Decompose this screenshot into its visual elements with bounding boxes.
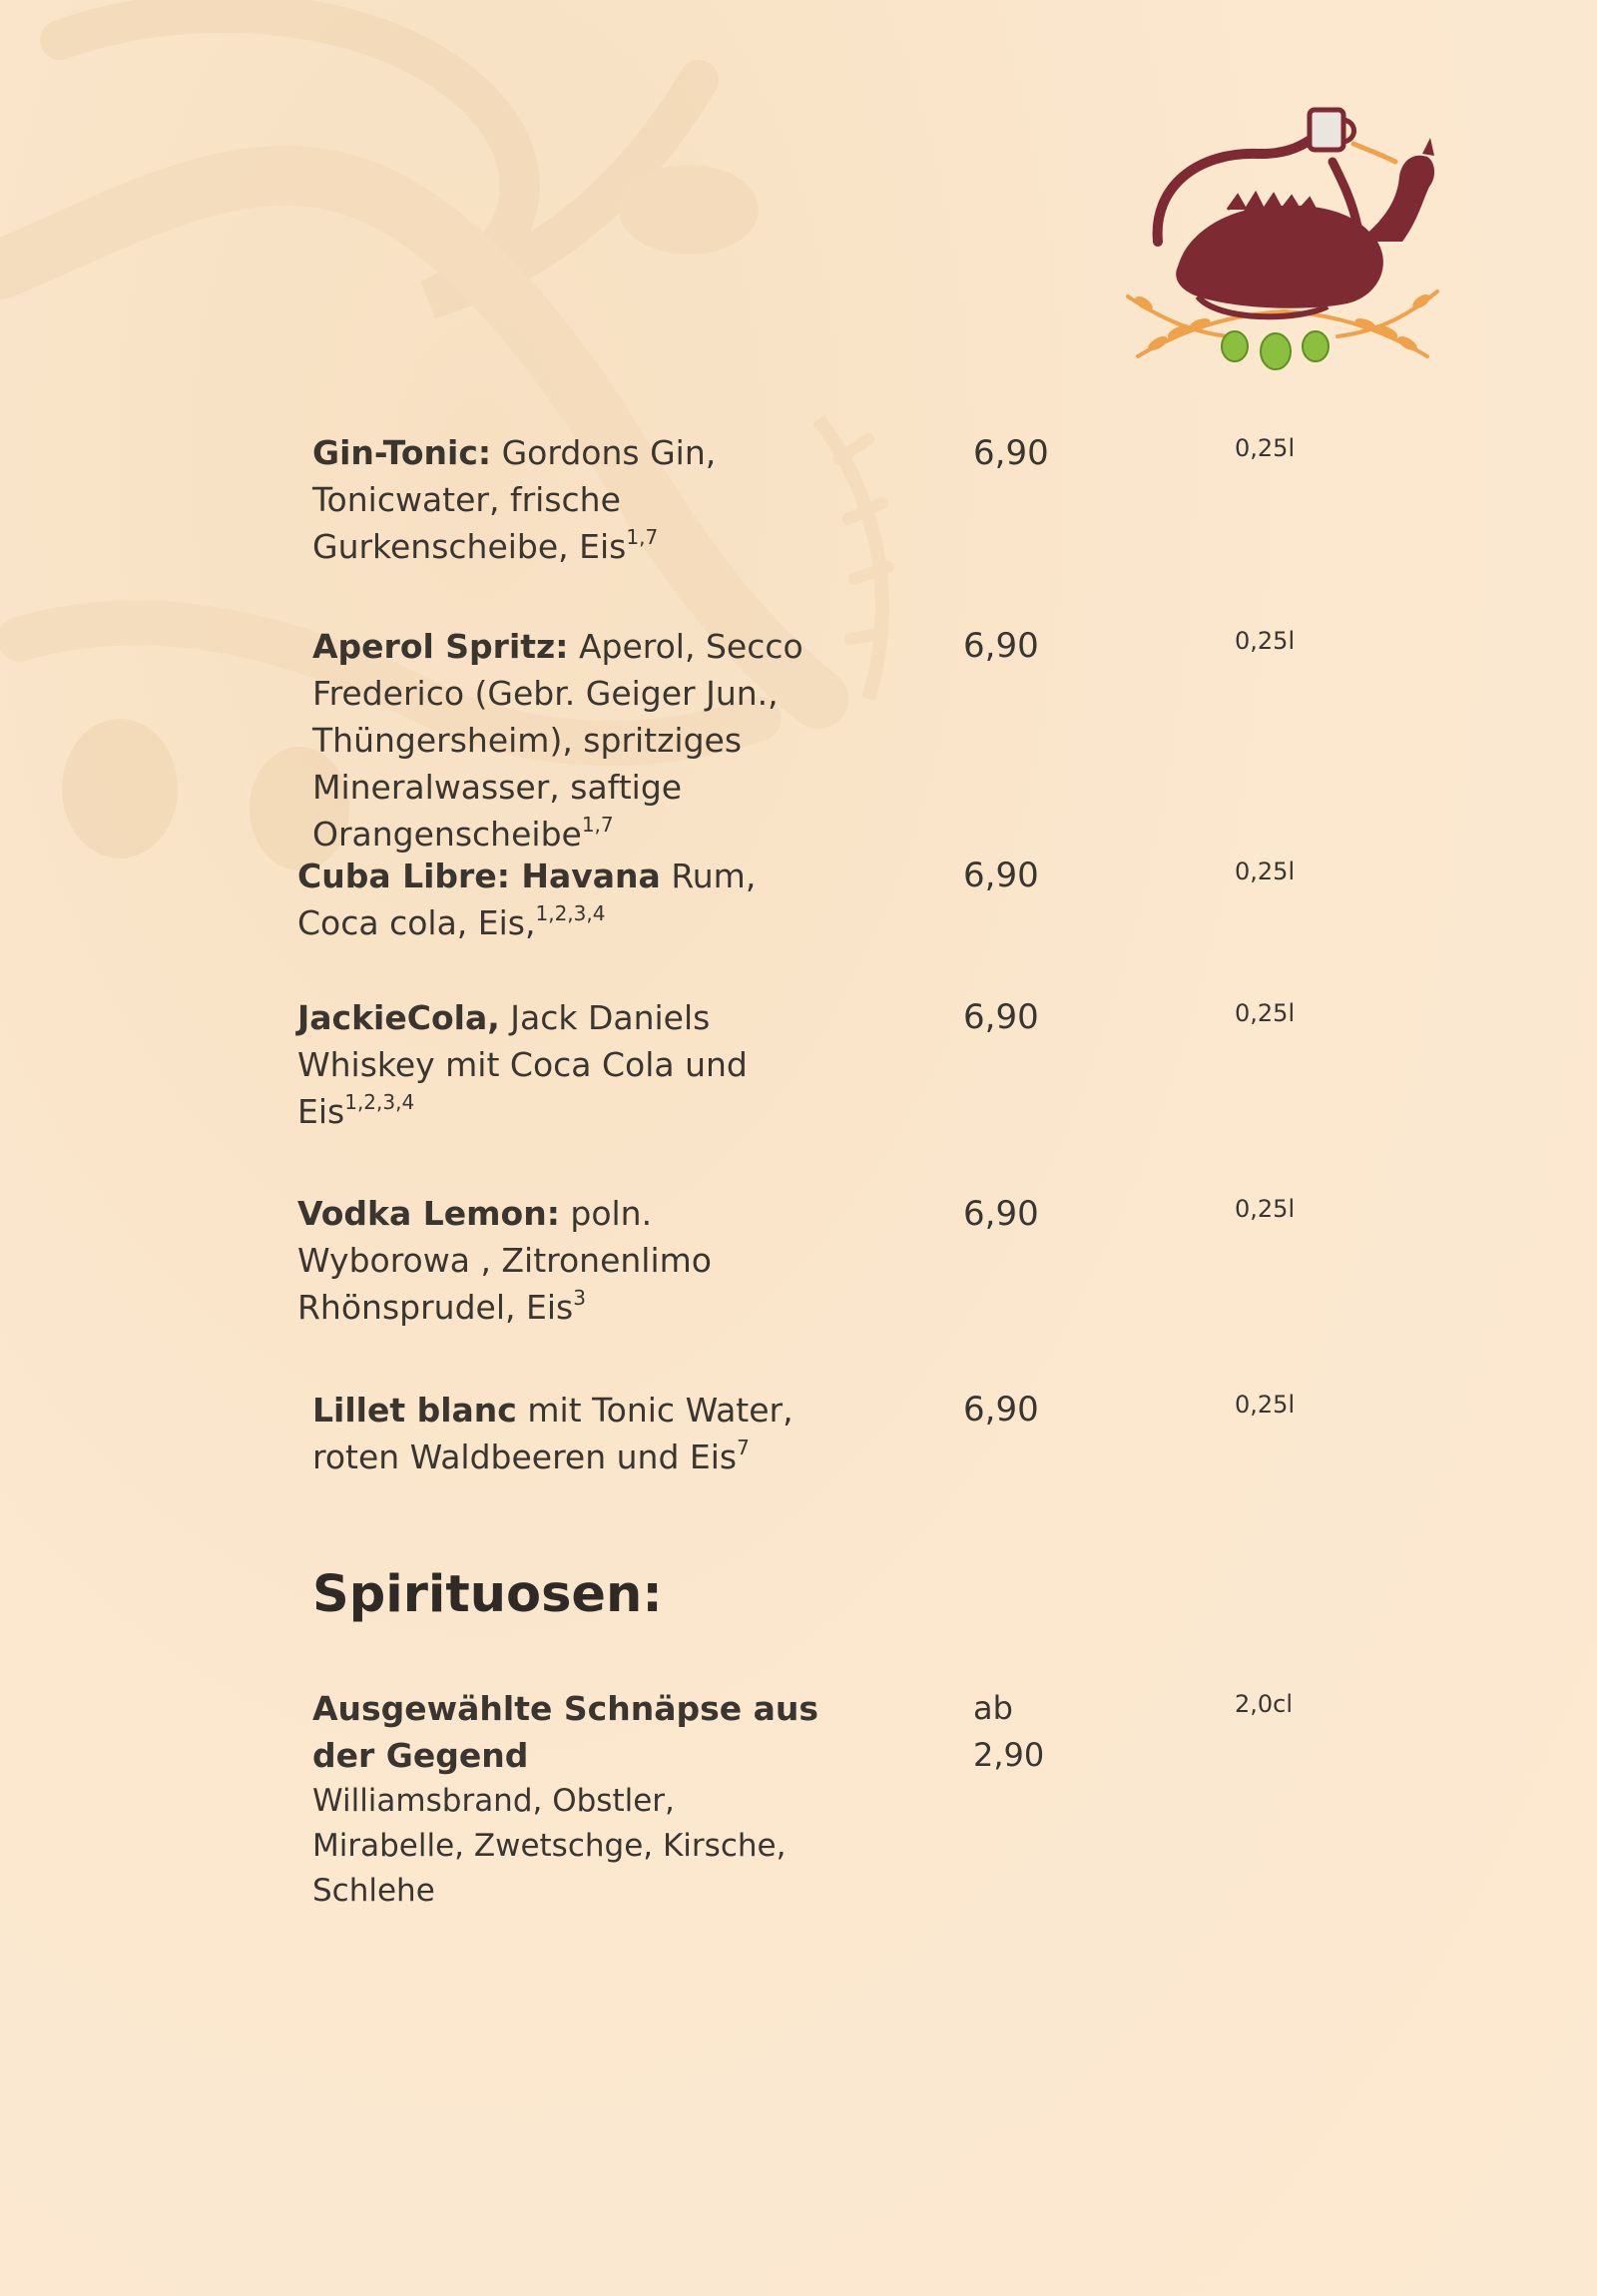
item-volume: 2,0cl bbox=[1235, 1690, 1294, 1718]
item-description-line: Gordons Gin, bbox=[491, 433, 717, 472]
item-description-line: Mirabelle, Zwetschge, Kirsche, bbox=[312, 1828, 787, 1864]
item-volume: 0,25l bbox=[1235, 1391, 1296, 1419]
item-price: 6,90 bbox=[973, 433, 1049, 473]
item-description-line: Jack Daniels bbox=[499, 998, 711, 1037]
item-description-line: Aperol, Secco bbox=[568, 627, 803, 666]
item-description-line: Rum, bbox=[660, 857, 757, 895]
item-price: 6,90 bbox=[963, 856, 1039, 895]
item-name: Cuba Libre: Havana bbox=[297, 857, 661, 895]
item-description-line: Tonicwater, frische bbox=[312, 480, 621, 519]
item-volume: 0,25l bbox=[1235, 858, 1296, 885]
item-description-line: Coca cola, Eis, bbox=[297, 903, 536, 942]
price-value: 2,90 bbox=[973, 1736, 1045, 1774]
item-name: JackieCola, bbox=[297, 998, 500, 1037]
item-description-line: Eis bbox=[297, 1092, 345, 1131]
item-description-line: poln. bbox=[559, 1194, 653, 1233]
allergen-note: 3 bbox=[573, 1286, 586, 1310]
item-name: Lillet blanc bbox=[312, 1391, 517, 1430]
allergen-note: 1,2,3,4 bbox=[344, 1090, 415, 1114]
item-description-line: Gurkenscheibe, Eis bbox=[312, 527, 627, 566]
allergen-note: 7 bbox=[737, 1435, 750, 1459]
item-description-line: Mineralwasser, saftige bbox=[312, 768, 683, 807]
dragon-drinking-beer-logo-icon bbox=[1118, 92, 1447, 381]
item-description-line: Orangenscheibe bbox=[312, 815, 582, 854]
item-description-line: Williamsbrand, Obstler, bbox=[312, 1783, 675, 1819]
menu-item-cuba-libre bbox=[297, 853, 816, 946]
price-prefix: ab bbox=[973, 1689, 1013, 1727]
item-description-line: mit Tonic Water, bbox=[516, 1391, 794, 1430]
item-volume: 0,25l bbox=[1235, 999, 1296, 1027]
item-price: 6,90 bbox=[963, 1390, 1039, 1430]
menu-item-aperol-spritz bbox=[312, 623, 831, 858]
item-description-line: Thüngersheim), spritziges bbox=[312, 721, 743, 760]
item-name: Gin-Tonic: bbox=[312, 433, 492, 472]
item-name: Ausgewählte Schnäpse aus bbox=[312, 1689, 819, 1728]
item-volume: 0,25l bbox=[1235, 1195, 1296, 1223]
item-description-line: Wyborowa , Zitronenlimo bbox=[297, 1241, 712, 1280]
menu-item-gin-tonic bbox=[312, 429, 831, 570]
allergen-note: 1,7 bbox=[626, 525, 659, 549]
item-description-line: Schlehe bbox=[312, 1873, 435, 1909]
item-description-line: Whiskey mit Coca Cola und bbox=[297, 1045, 748, 1084]
menu-item-jackiecola bbox=[297, 994, 816, 1135]
allergen-note: 1,7 bbox=[581, 813, 614, 837]
item-name: Aperol Spritz: bbox=[312, 627, 569, 666]
item-price: 6,90 bbox=[963, 997, 1039, 1037]
menu-item-lillet-blanc bbox=[312, 1387, 831, 1480]
item-price: 6,90 bbox=[963, 626, 1039, 666]
allergen-note: 1,2,3,4 bbox=[535, 901, 606, 925]
item-price bbox=[973, 1685, 1044, 1779]
menu-item-vodka-lemon bbox=[297, 1190, 816, 1331]
section-heading: Spirituosen: bbox=[312, 1565, 663, 1624]
item-description-line: Rhönsprudel, Eis bbox=[297, 1288, 574, 1327]
item-name: Vodka Lemon: bbox=[297, 1194, 560, 1233]
item-description-line: roten Waldbeeren und Eis bbox=[312, 1437, 738, 1476]
item-price: 6,90 bbox=[963, 1194, 1039, 1234]
item-volume: 0,25l bbox=[1235, 627, 1296, 655]
item-volume: 0,25l bbox=[1235, 434, 1296, 462]
menu-item-regional-schnapps bbox=[312, 1685, 871, 1914]
item-description-line: Frederico (Gebr. Geiger Jun., bbox=[312, 674, 779, 713]
item-name: der Gegend bbox=[312, 1736, 529, 1775]
